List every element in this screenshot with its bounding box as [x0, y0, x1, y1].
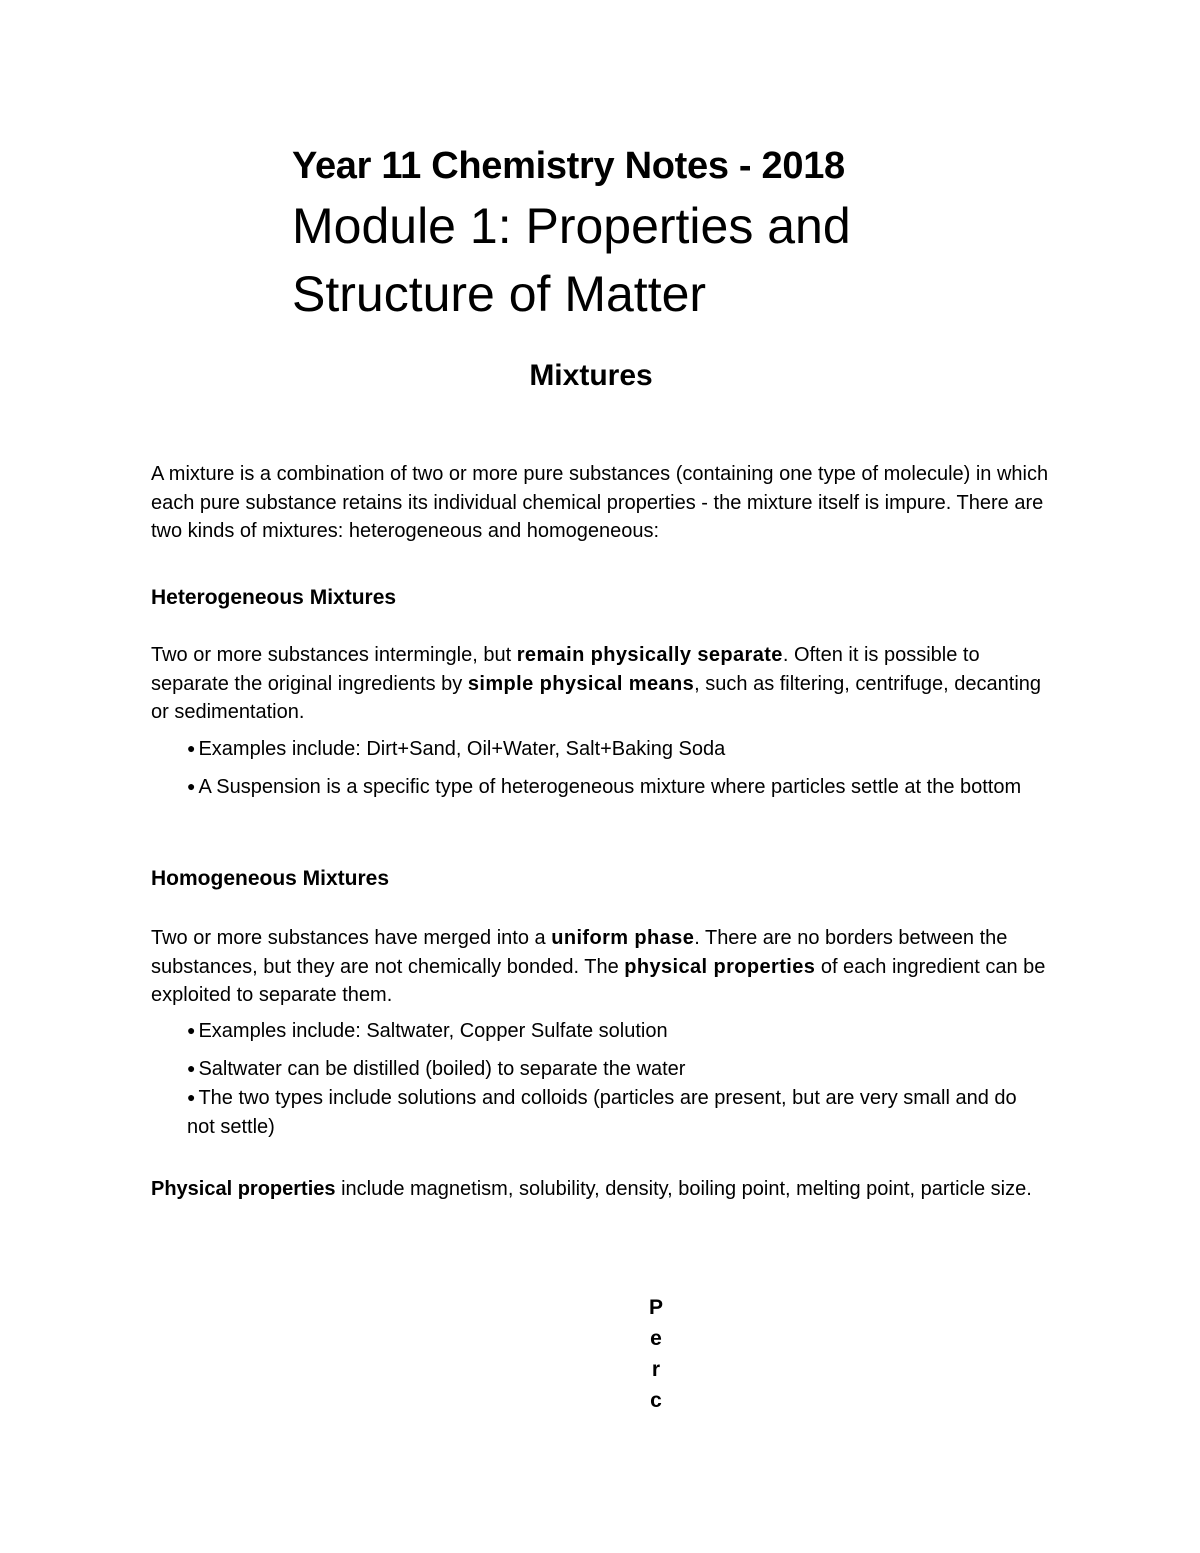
text-run: . Often it is possible to separate the original ingredients by	[151, 644, 980, 695]
bold-term: Physical properties	[151, 1178, 336, 1200]
homogeneous-heading: Homogeneous Mixtures	[151, 867, 390, 890]
list-item-text: The two types include solutions and colloids (particles are present, but are very small and do not settle)	[187, 1087, 1017, 1138]
physical-properties-paragraph	[151, 1175, 1051, 1204]
text-run: include magnetism, solubility, density, boiling point, melting point, particle size.	[335, 1178, 1032, 1200]
document-title: Year 11 Chemistry Notes - 2018	[292, 145, 845, 187]
list-item	[187, 734, 1047, 764]
bullet-icon: ●	[187, 1022, 196, 1038]
text-run: Two or more substances have merged into a	[151, 927, 552, 949]
vertical-letter: r	[651, 1358, 661, 1381]
list-item	[187, 772, 1047, 802]
module-title: Module 1: Properties and Structure of Matter	[292, 198, 851, 322]
list-item-text: A Suspension is a specific type of heterogeneous mixture where particles settle at the bottom	[198, 775, 1022, 798]
bold-term: simple physical means	[467, 672, 695, 695]
list-item	[187, 1016, 1047, 1046]
list-item-text: Examples include: Dirt+Sand, Oil+Water, Salt+Baking Soda	[198, 738, 726, 760]
text-run: , such as filtering, centrifuge, decanting or sedimentation.	[151, 672, 1042, 723]
list-item	[187, 1054, 1047, 1084]
bold-term: remain physically separate	[516, 644, 783, 666]
bold-term: uniform phase	[551, 927, 695, 949]
vertical-letter: e	[650, 1327, 662, 1350]
heterogeneous-heading: Heterogeneous Mixtures	[151, 586, 397, 609]
homogeneous-bullet-list	[187, 1016, 1047, 1141]
homogeneous-paragraph	[151, 924, 1051, 1010]
bullet-icon: ●	[187, 1089, 196, 1105]
bullet-icon: ●	[187, 777, 196, 794]
text-run: Two or more substances intermingle, but	[151, 644, 517, 666]
list-item	[187, 1083, 1047, 1141]
bullet-icon: ●	[187, 740, 196, 756]
intro-paragraph: A mixture is a combination of two or more pure substances (containing one type of molecule) in which each pure substance retains its individual chemical properties - the mixture itself is impure. There are two kinds of mixtures: heterogeneous and homogeneous:	[151, 463, 1049, 542]
heterogeneous-paragraph	[151, 641, 1051, 727]
bullet-icon: ●	[187, 1059, 196, 1076]
text-run: of each ingredient can be exploited to separate them.	[151, 955, 1046, 1006]
list-item-text: Examples include: Saltwater, Copper Sulfate solution	[198, 1020, 668, 1042]
bold-term: physical properties	[624, 955, 816, 978]
section-title-mixtures: Mixtures	[529, 359, 653, 392]
text-run: . There are no borders between the substances, but they are not chemically bonded. The	[151, 927, 1008, 978]
list-item-text: Saltwater can be distilled (boiled) to separate the water	[198, 1057, 686, 1080]
vertical-text	[646, 1292, 666, 1416]
heterogeneous-bullet-list	[187, 734, 1047, 801]
vertical-letter: P	[648, 1296, 663, 1319]
vertical-letter: c	[650, 1389, 662, 1412]
